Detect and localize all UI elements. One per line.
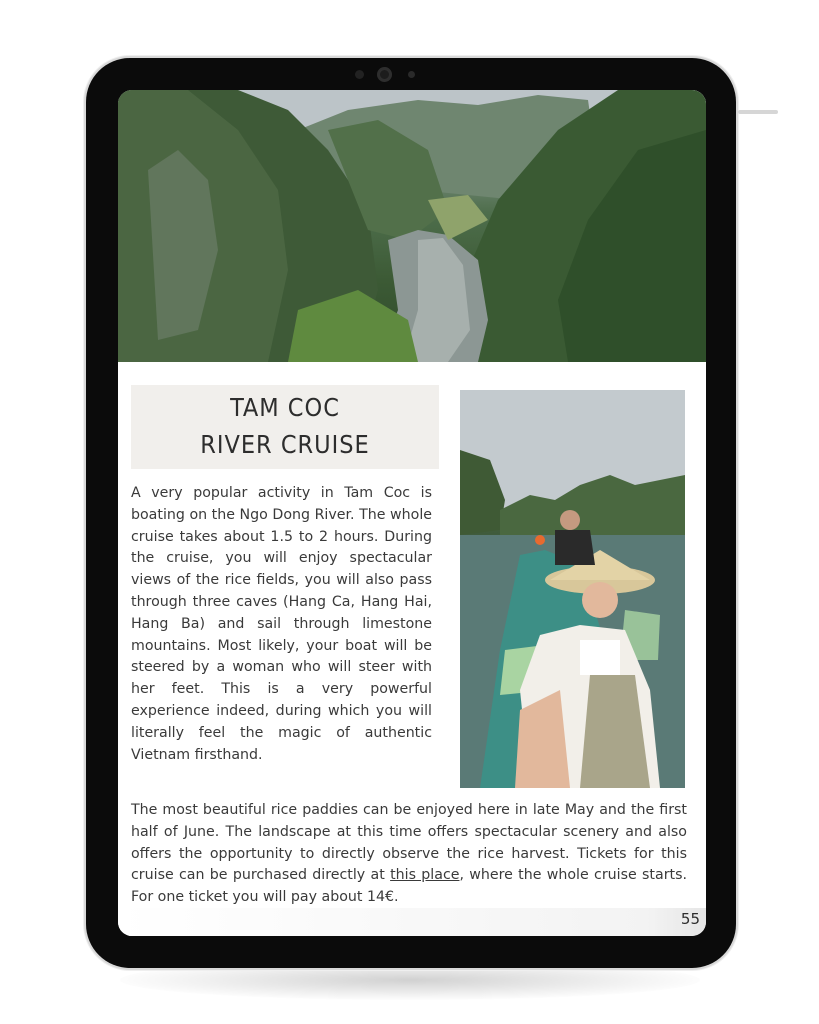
details-paragraph [131,800,687,909]
hero-landscape-drawing [118,90,706,362]
details-text-start: The most beautiful rice paddies can be enjoyed here in late May and the first half of June. The landscape at this time offers spectacular scenery and also offers the opportunity to directly observe the rice harvest. Tickets for this cruise can be purchased directly at [131,802,687,884]
this-place-link[interactable]: this place [390,867,460,884]
page-title [131,385,439,463]
light-sensor [408,71,415,78]
details-text-end: , where the whole cruise starts. For one ticket you will pay about 14€. [131,867,687,906]
power-button [738,110,778,114]
tablet-device [86,58,736,968]
intro-paragraph: A very popular activity in Tam Coc is boating on the Ngo Dong River. The whole cruise takes about 1.5 to 2 hours. During the cruise, you will enjoy spectacular views of the rice fields, you will also pass through three caves (Hang Ca, Hang Hai, Hang Ba) and sail through limestone mountains. Most likely, your boat will be steered by a woman who will steer with her feet. This is a very powerful experience indeed, during which you will literally feel the magic of authentic Vietnam firsthand. [131,485,432,763]
page-number: 55 [680,910,700,928]
title-box [131,385,439,469]
title-line-2: RIVER CRUISE [200,430,370,459]
footer-band [118,908,706,936]
boat-selfie-drawing [460,390,685,788]
sensor-dot [355,70,364,79]
hero-landscape-image [118,90,706,362]
screen [118,90,706,936]
boat-selfie-photo [460,390,685,788]
front-camera [377,67,392,82]
title-line-1: TAM COC [230,393,340,422]
